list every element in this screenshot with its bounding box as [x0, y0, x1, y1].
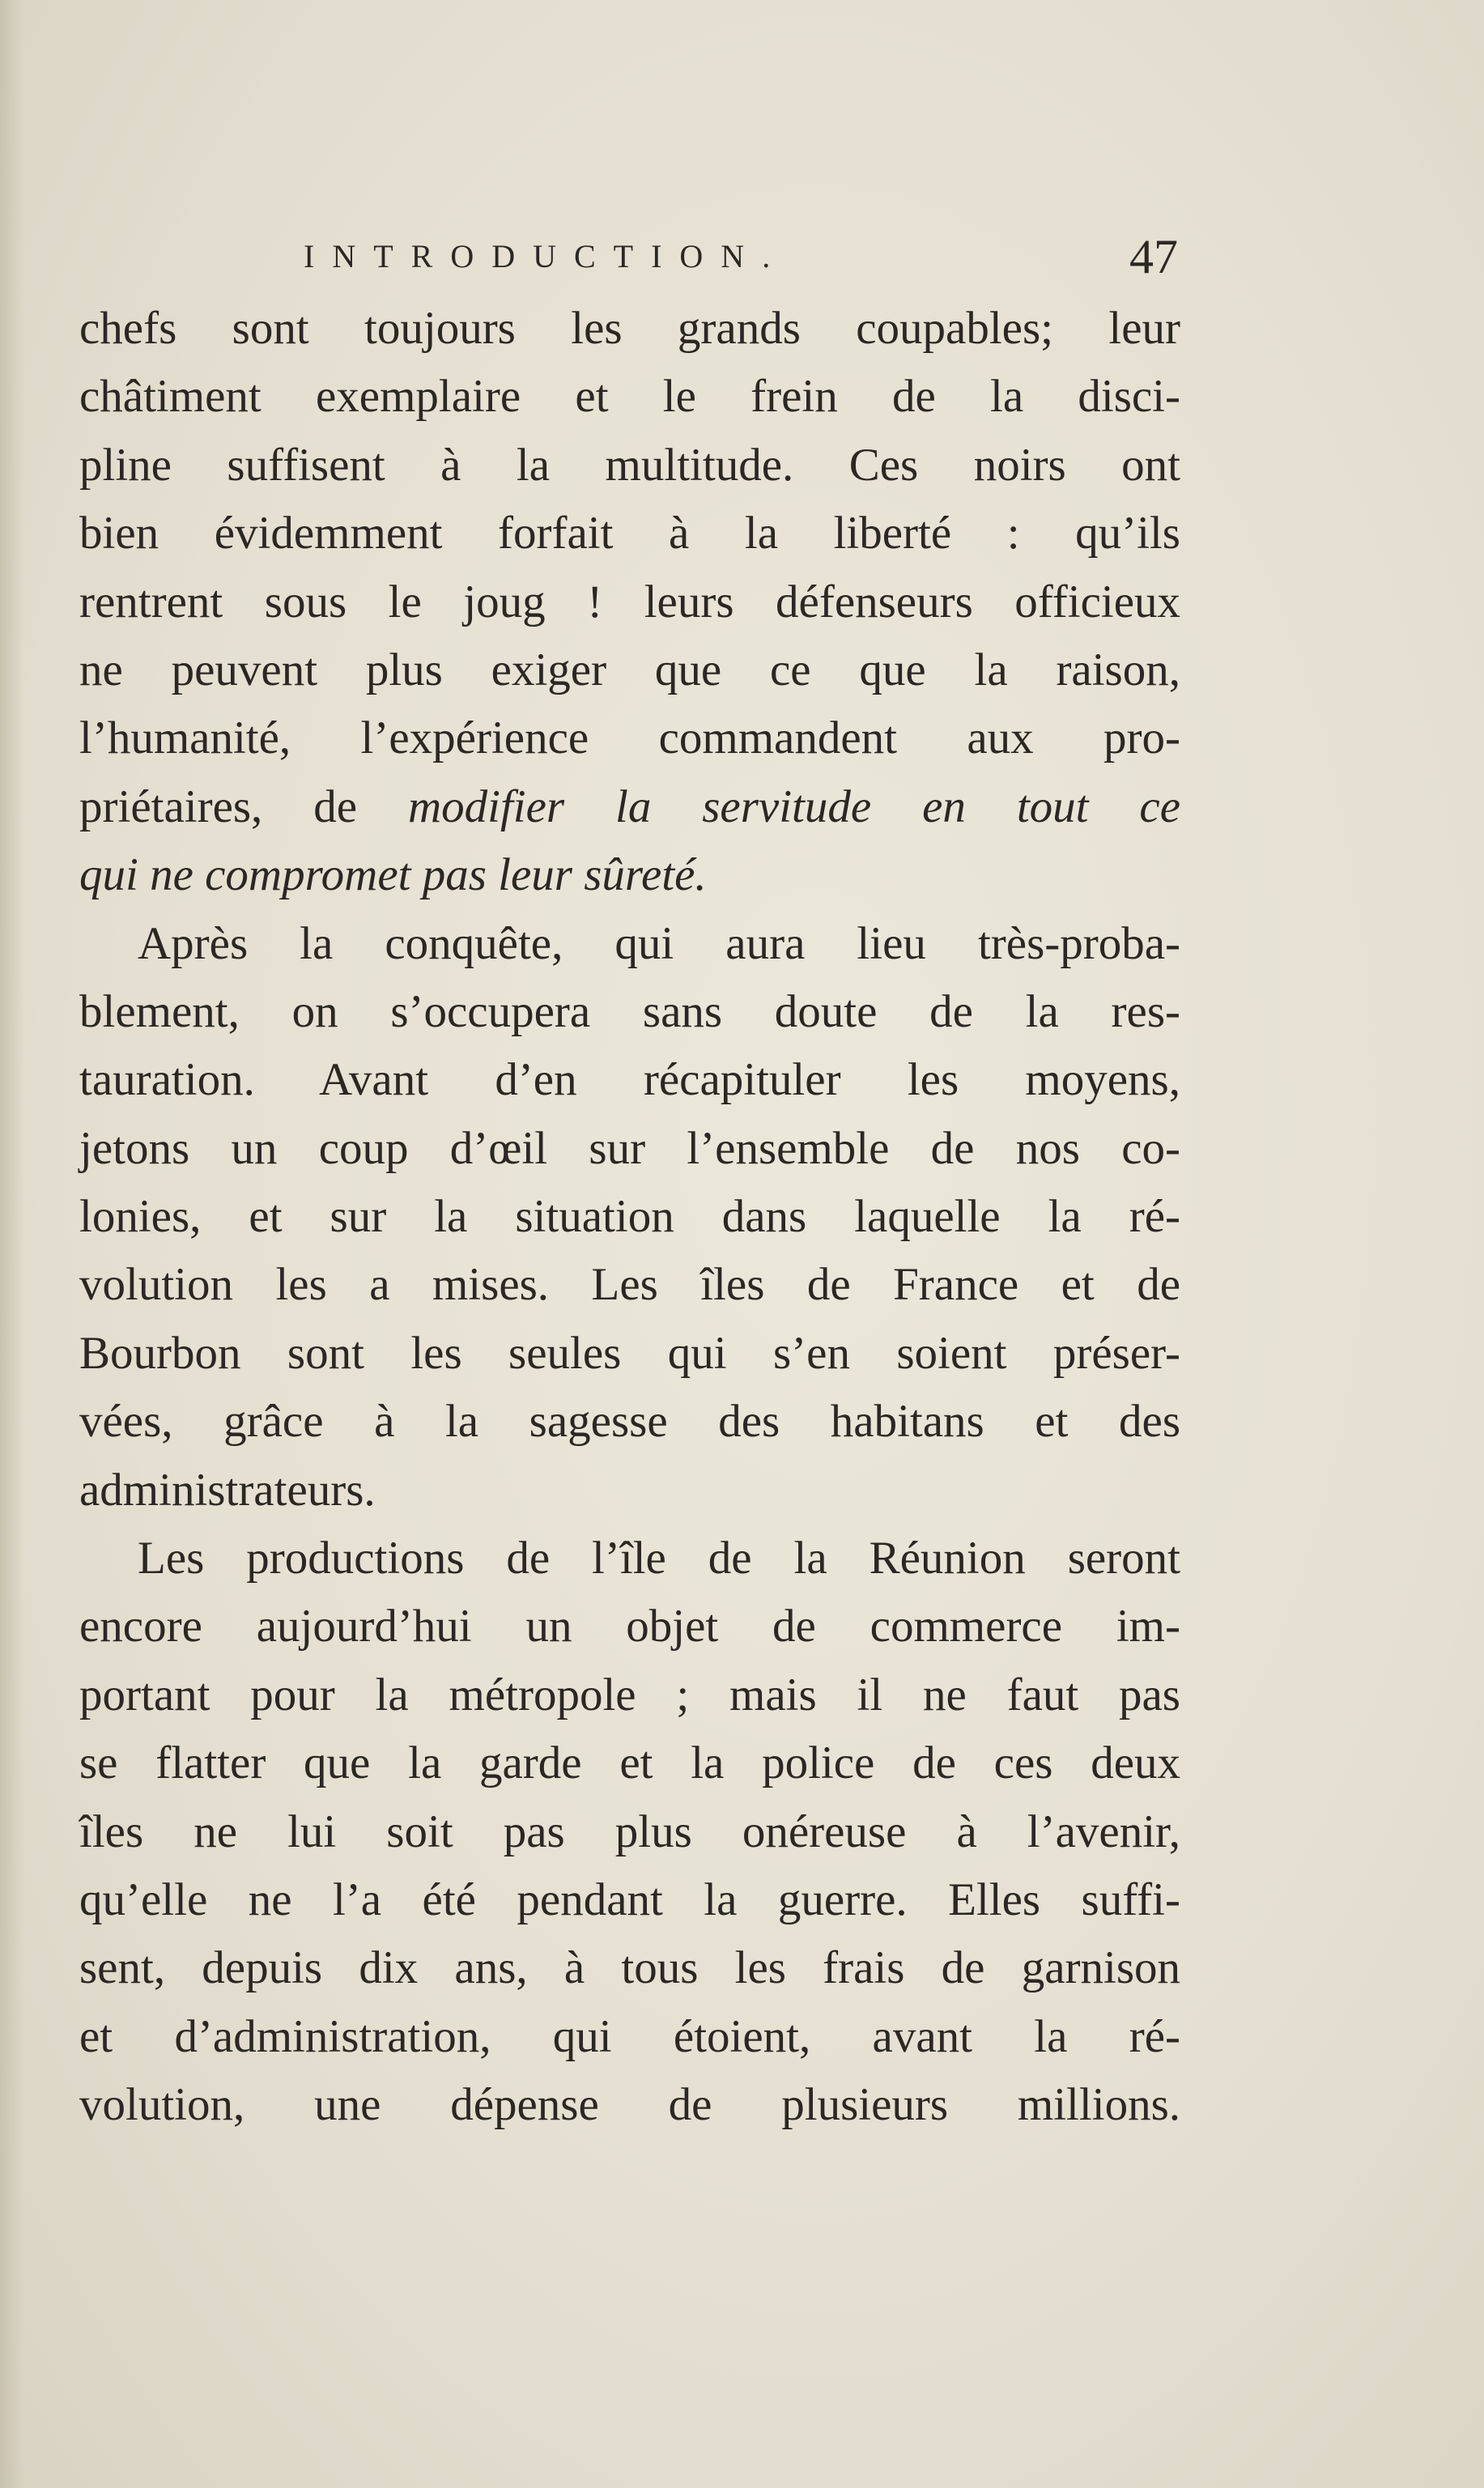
text-segment: pline suffisent à la multitude. Ces noirs ont	[79, 439, 1180, 491]
text-segment: tauration. Avant d’en récapituler les moyens,	[79, 1054, 1180, 1106]
text-segment: chefs sont toujours les grands coupables; leur	[79, 303, 1180, 354]
text-line	[79, 1388, 1180, 1456]
text-segment: lonies, et sur la situation dans laquelle la ré-	[79, 1191, 1180, 1243]
text-segment: et d’administration, qui étoient, avant la ré-	[79, 2010, 1180, 2062]
text-line	[79, 841, 1180, 909]
text-segment: îles ne lui soit pas plus onéreuse à l’avenir,	[79, 1805, 1180, 1857]
text-line	[79, 1866, 1180, 1934]
text-segment: Bourbon sont les seules qui s’en soient préser-	[79, 1327, 1180, 1379]
text-line	[79, 1798, 1180, 1866]
text-line	[79, 1320, 1180, 1388]
text-segment: qu’elle ne l’a été pendant la guerre. Elles suffi-	[79, 1873, 1180, 1925]
text-segment: ne peuvent plus exiger que ce que la raison,	[79, 644, 1180, 695]
text-segment: rentrent sous le joug ! leurs défenseurs officieux	[79, 576, 1180, 627]
text-line	[79, 1457, 1180, 1525]
text-line	[79, 500, 1180, 568]
text-line	[79, 1593, 1180, 1661]
text-line	[79, 1183, 1180, 1251]
page-gutter-shadow	[0, 0, 24, 2488]
text-segment: châtiment exemplaire et le frein de la disci-	[79, 371, 1180, 423]
text-segment: se flatter que la garde et la police de ces deux	[79, 1737, 1180, 1789]
italic-text-segment: modifier la servitude en tout ce	[407, 780, 1180, 832]
text-line	[79, 1251, 1180, 1319]
running-title: INTRODUCTION.	[304, 238, 789, 274]
text-segment: priétaires, de	[79, 780, 408, 832]
text-line	[79, 1525, 1180, 1593]
text-line	[79, 636, 1180, 704]
text-line	[79, 773, 1180, 841]
text-segment: Les productions de l’île de la Réunion seront	[138, 1533, 1180, 1584]
page-number: 47	[1129, 230, 1178, 283]
text-segment: encore aujourd’hui un objet de commerce im-	[79, 1601, 1180, 1652]
text-segment: l’humanité, l’expérience commandent aux pro-	[79, 712, 1180, 764]
text-segment: administrateurs.	[79, 1464, 376, 1516]
text-line	[79, 1729, 1180, 1797]
text-line	[79, 2003, 1180, 2071]
text-segment: sent, depuis dix ans, à tous les frais de garnison	[79, 1942, 1180, 1994]
text-line	[79, 363, 1180, 431]
text-segment: volution les a mises. Les îles de France et de	[79, 1259, 1180, 1311]
text-segment: Après la conquête, qui aura lieu très-proba-	[138, 917, 1180, 969]
text-line	[79, 432, 1180, 500]
text-segment: volution, une dépense de plusieurs millions.	[79, 2079, 1180, 2131]
text-line	[79, 1934, 1180, 2002]
text-line	[79, 295, 1180, 363]
text-segment: vées, grâce à la sagesse des habitans et des	[79, 1396, 1180, 1448]
text-line	[79, 1046, 1180, 1114]
text-segment: portant pour la métropole ; mais il ne faut pas	[79, 1669, 1180, 1720]
body-text	[79, 295, 1180, 2140]
text-line	[79, 704, 1180, 772]
text-line	[79, 978, 1180, 1046]
text-segment: jetons un coup d’œil sur l’ensemble de nos co-	[79, 1122, 1180, 1174]
text-line	[79, 568, 1180, 636]
text-line	[79, 2071, 1180, 2139]
text-segment: blement, on s’occupera sans doute de la res-	[79, 985, 1180, 1037]
text-line	[79, 1115, 1180, 1183]
page-header	[304, 228, 1178, 285]
text-line	[79, 1661, 1180, 1729]
italic-text-segment: qui ne compromet pas leur sûreté.	[79, 849, 707, 901]
text-line	[79, 910, 1180, 978]
text-segment: bien évidemment forfait à la liberté : qu’ils	[79, 508, 1180, 559]
